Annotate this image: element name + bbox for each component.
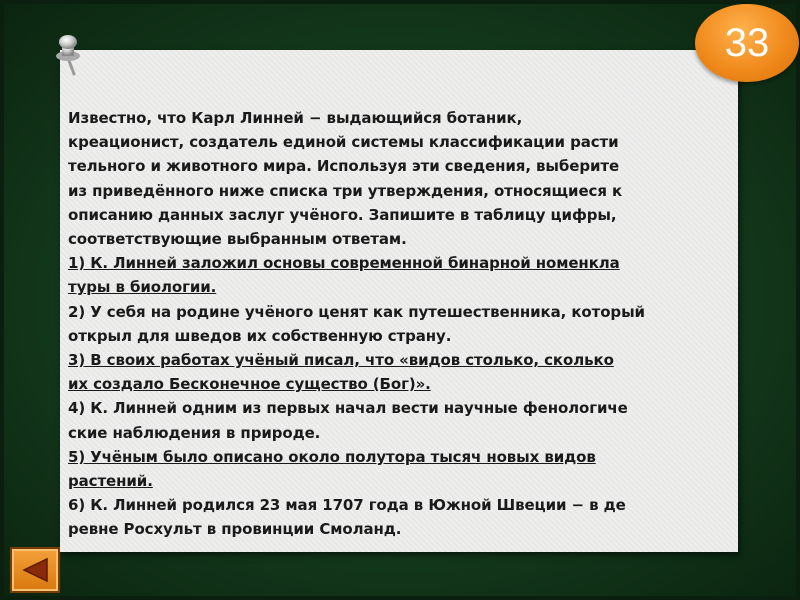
text-line (68, 227, 728, 251)
text-line (68, 251, 728, 275)
text-line-content: 1) К. Линней заложил основы современной бинарной номенкла (68, 254, 620, 273)
text-line-content: 3) В своих работах учёный писал, что «видов столько, сколько (68, 351, 614, 370)
back-button[interactable] (10, 547, 60, 593)
text-line (68, 517, 728, 541)
slide-number-badge: 33 (695, 4, 799, 82)
text-line-content: Известно, что Карл Линней − выдающийся ботаник, (68, 109, 523, 127)
text-line (68, 396, 728, 420)
text-line (68, 106, 728, 130)
text-line-content: ревне Росхульт в провинции Смоланд. (68, 520, 402, 539)
triangle-left-icon (20, 556, 50, 584)
text-line (68, 493, 728, 517)
text-line (68, 348, 728, 372)
text-line-content: туры в биологии. (68, 278, 217, 297)
text-line (68, 179, 728, 203)
text-line-content: соответствующие выбранным ответам. (68, 230, 407, 249)
text-line (68, 372, 728, 396)
text-line (68, 154, 728, 178)
text-line (68, 421, 728, 445)
text-line (68, 324, 728, 348)
text-line-content: их создало Бесконечное существо (Бог)». (68, 375, 431, 394)
text-line (68, 275, 728, 299)
text-line-content: растений. (68, 472, 153, 491)
text-line-content: тельного и животного мира. Используя эти сведения, выберите (68, 157, 620, 176)
text-line-content: описанию данных заслуг учёного. Запишите в таблицу цифры, (68, 205, 617, 224)
text-line-content: 5) Учёным было описано около полутора тысяч новых видов (68, 447, 596, 466)
text-line-content: 4) К. Линней одним из первых начал вести научные фенологиче (68, 399, 628, 418)
question-text (68, 106, 728, 542)
text-line-content: из приведённого ниже списка три утверждения, относящиеся к (68, 181, 623, 200)
text-line-content: 6) К. Линней родился 23 мая 1707 года в Южной Швеции − в де (68, 496, 626, 515)
text-line-content: 2) У себя на родине учёного ценят как путешественника, который (68, 302, 645, 321)
pushpin-icon (50, 32, 86, 76)
text-line-content: креационист, создатель единой системы классификации расти (68, 133, 619, 152)
text-line (68, 300, 728, 324)
text-line-content: открыл для шведов их собственную страну. (68, 326, 452, 345)
text-line (68, 445, 728, 469)
text-line (68, 203, 728, 227)
text-line (68, 130, 728, 154)
text-line (68, 469, 728, 493)
text-line-content: ские наблюдения в природе. (68, 423, 321, 442)
